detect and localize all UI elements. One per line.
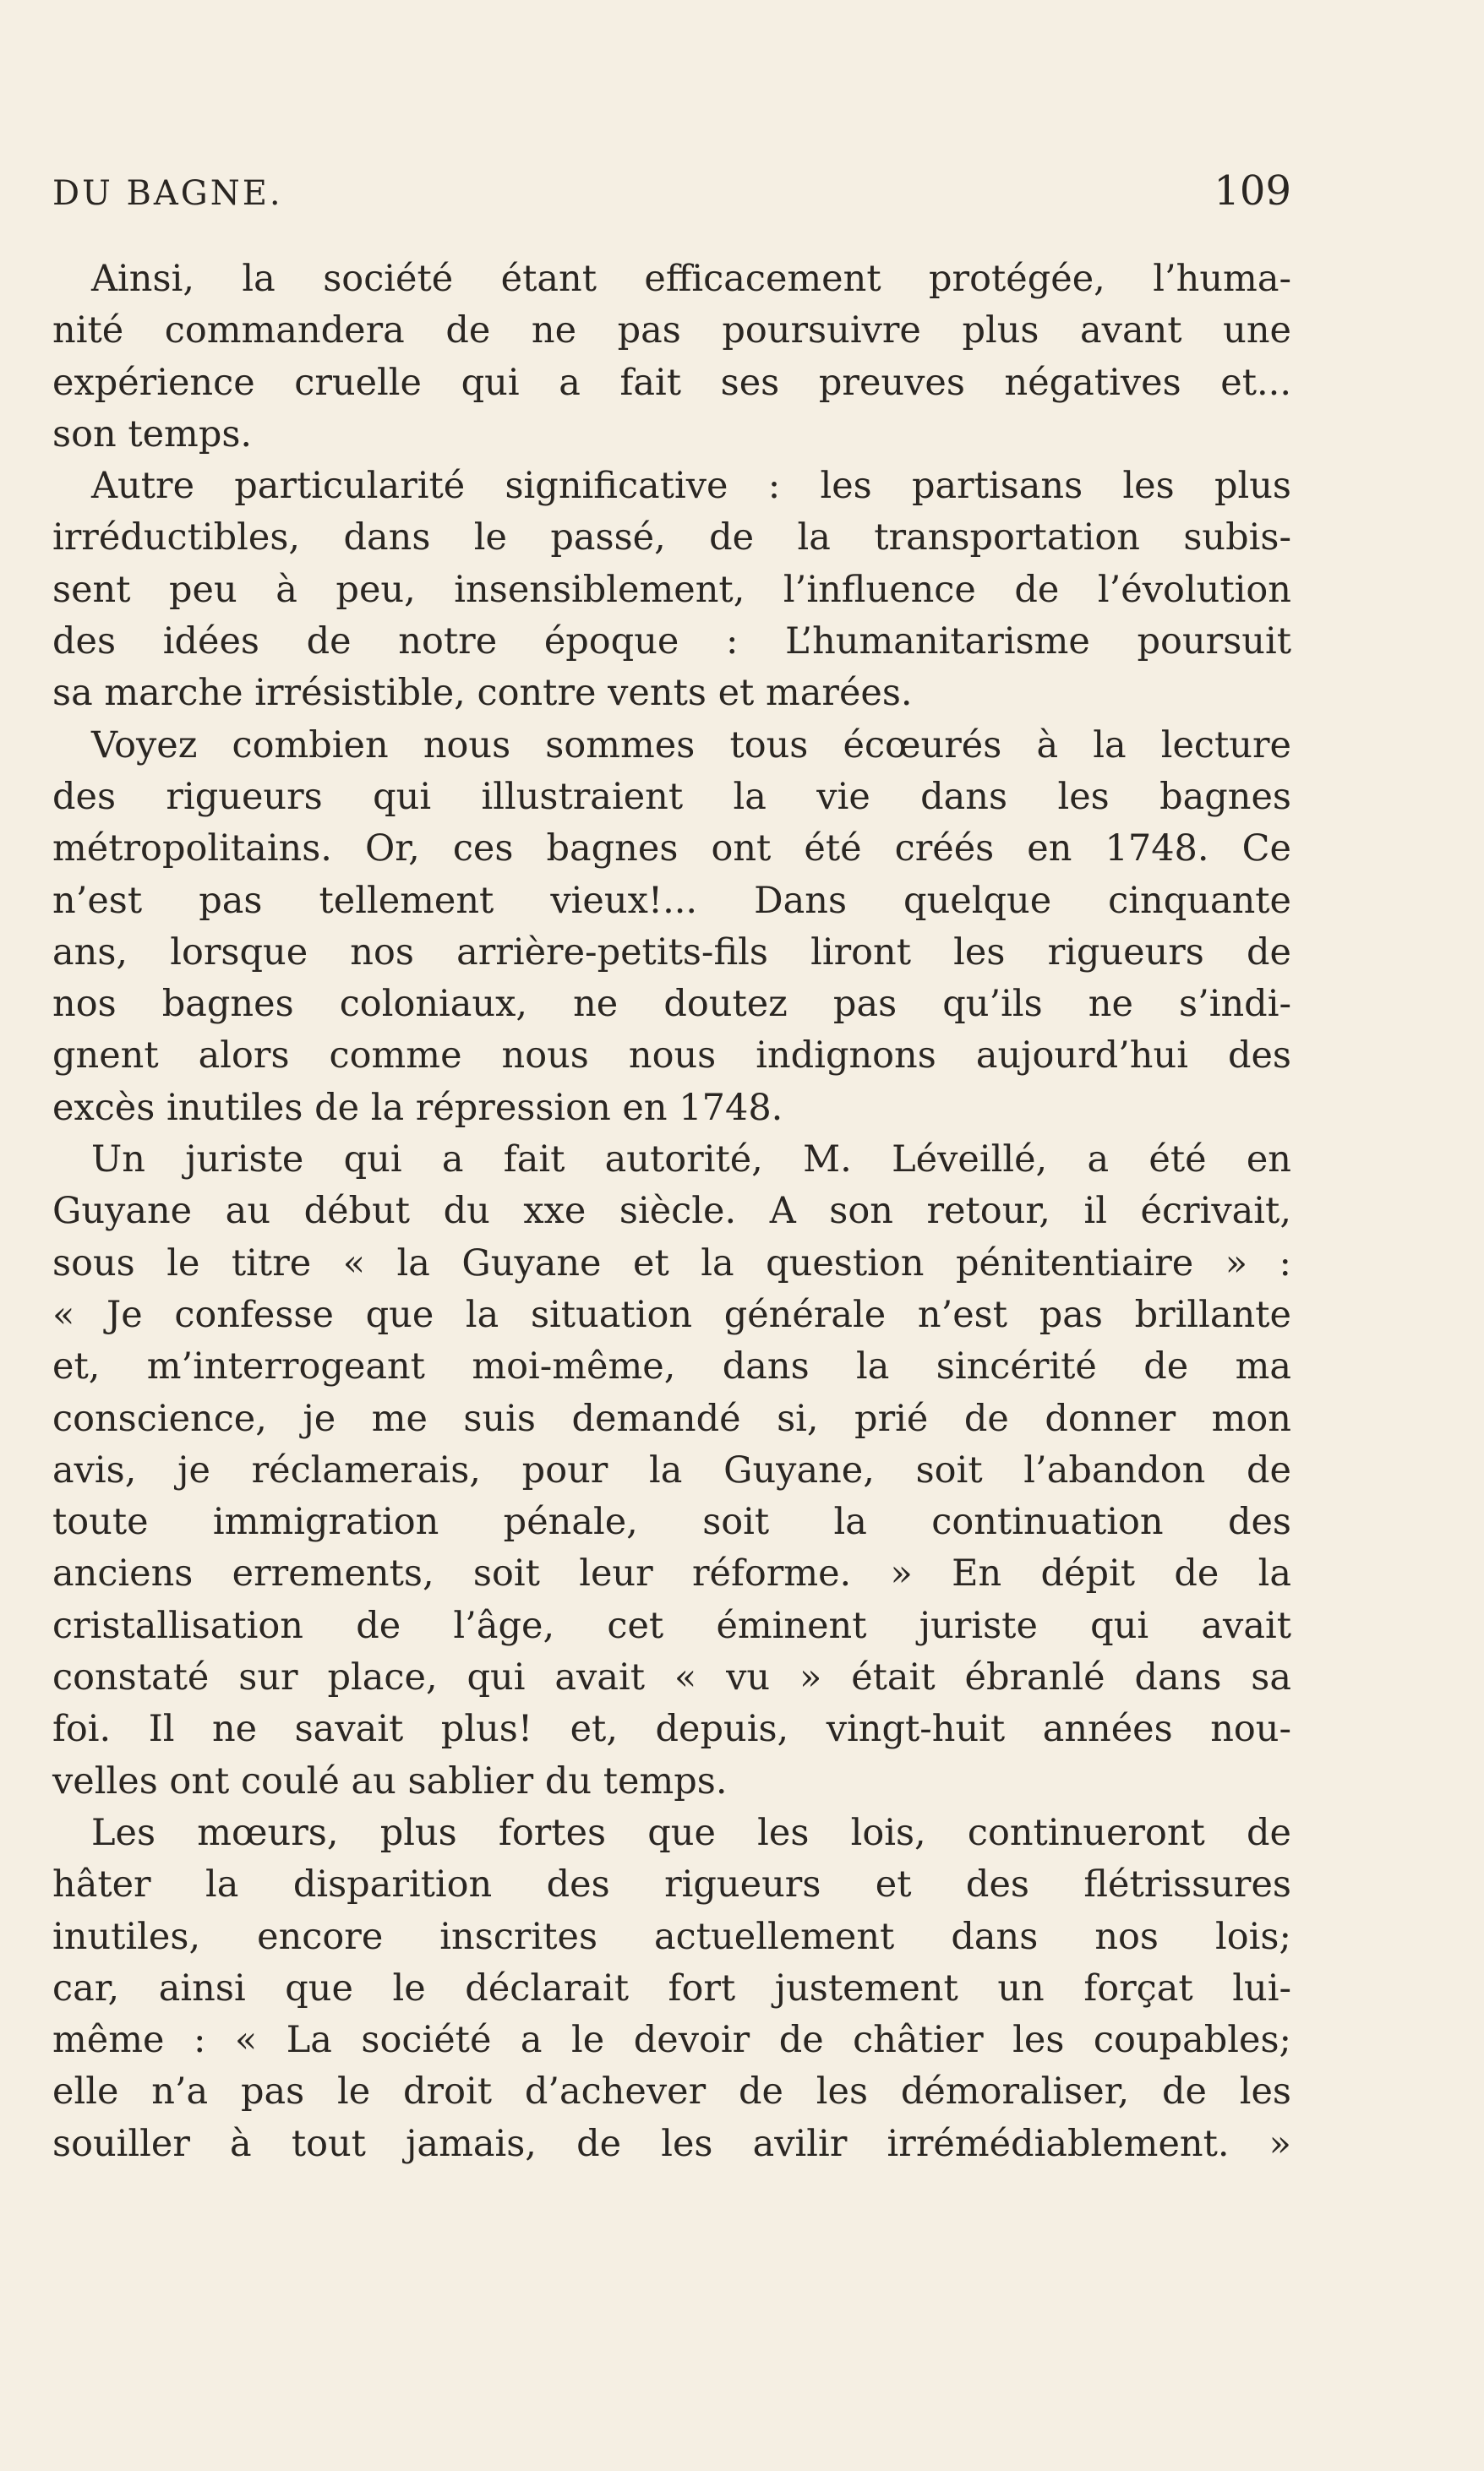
text-line: elle n’a pas le droit d’achever de les démoraliser, de les xyxy=(52,2070,1291,2114)
running-head-title: DU BAGNE. xyxy=(52,174,283,213)
text-line: son temps. xyxy=(52,412,253,455)
text-line: hâter la disparition des rigueurs et des flétrissures xyxy=(52,1863,1291,1906)
text-line: velles ont coulé au sablier du temps. xyxy=(52,1759,728,1803)
text-line: et, m’interrogeant moi-même, dans la sincérité de ma xyxy=(52,1345,1291,1388)
text-line: constaté sur place, qui avait « vu » était ébranlé dans sa xyxy=(52,1656,1291,1699)
text-line: expérience cruelle qui a fait ses preuves négatives et... xyxy=(52,361,1291,404)
text-line: anciens errements, soit leur réforme. » En dépit de la xyxy=(52,1552,1291,1596)
paragraph xyxy=(52,720,1291,1134)
text-line: avis, je réclamerais, pour la Guyane, soit l’abandon de xyxy=(52,1448,1291,1492)
text-line: nité commandera de ne pas poursuivre plus avant une xyxy=(52,309,1291,352)
text-line: Ainsi, la société étant efficacement protégée, l’huma- xyxy=(91,258,1291,300)
paragraph xyxy=(52,1808,1291,2170)
paragraph xyxy=(52,1134,1291,1808)
text-line: gnent alors comme nous nous indignons aujourd’hui des xyxy=(52,1034,1291,1077)
text-line: Un juriste qui a fait autorité, M. Léveillé, a été en xyxy=(91,1138,1291,1181)
text-line: nos bagnes coloniaux, ne doutez pas qu’ils ne s’indi- xyxy=(52,983,1291,1026)
text-line: n’est pas tellement vieux!... Dans quelque cinquante xyxy=(52,879,1291,922)
text-line: irréductibles, dans le passé, de la transportation subis- xyxy=(52,516,1291,559)
text-line: sous le titre « la Guyane et la question pénitentiaire » : xyxy=(52,1241,1291,1285)
text-line: des rigueurs qui illustraient la vie dans les bagnes xyxy=(52,775,1291,818)
body-text xyxy=(52,254,1291,2170)
text-line: cristallisation de l’âge, cet éminent juriste qui avait xyxy=(52,1604,1291,1647)
text-line: souiller à tout jamais, de les avilir irrémédiablement. » xyxy=(52,2122,1291,2165)
text-line: Autre particularité significative : les partisans les plus xyxy=(91,465,1291,508)
text-line: « Je confesse que la situation générale n’est pas brillante xyxy=(52,1293,1291,1336)
page-number: 109 xyxy=(1214,167,1291,215)
text-line: des idées de notre époque : L’humanitarisme poursuit xyxy=(52,620,1291,663)
text-line: conscience, je me suis demandé si, prié de donner mon xyxy=(52,1397,1291,1440)
paragraph xyxy=(52,254,1291,461)
text-line: Guyane au début du xxe siècle. A son retour, il écrivait, xyxy=(52,1190,1291,1233)
text-line: car, ainsi que le déclarait fort justement un forçat lui- xyxy=(52,1966,1291,2010)
text-line: Les mœurs, plus fortes que les lois, continueront de xyxy=(91,1811,1291,1854)
text-line: foi. Il ne savait plus! et, depuis, vingt-huit années nou- xyxy=(52,1708,1291,1751)
text-line: même : « La société a le devoir de châtier les coupables; xyxy=(52,2019,1291,2062)
text-line: ans, lorsque nos arrière-petits-fils liront les rigueurs de xyxy=(52,930,1291,974)
running-head xyxy=(52,167,1291,221)
text-line: Voyez combien nous sommes tous écœurés à la lecture xyxy=(91,723,1291,766)
text-line: inutiles, encore inscrites actuellement dans nos lois; xyxy=(52,1915,1291,1958)
text-line: excès inutiles de la répression en 1748. xyxy=(52,1086,783,1129)
paragraph xyxy=(52,461,1291,719)
text-line: sent peu à peu, insensiblement, l’influence de l’évolution xyxy=(52,568,1291,611)
text-line: sa marche irrésistible, contre vents et marées. xyxy=(52,672,913,715)
text-line: toute immigration pénale, soit la continuation des xyxy=(52,1501,1291,1544)
text-line: métropolitains. Or, ces bagnes ont été créés en 1748. Ce xyxy=(52,827,1291,870)
